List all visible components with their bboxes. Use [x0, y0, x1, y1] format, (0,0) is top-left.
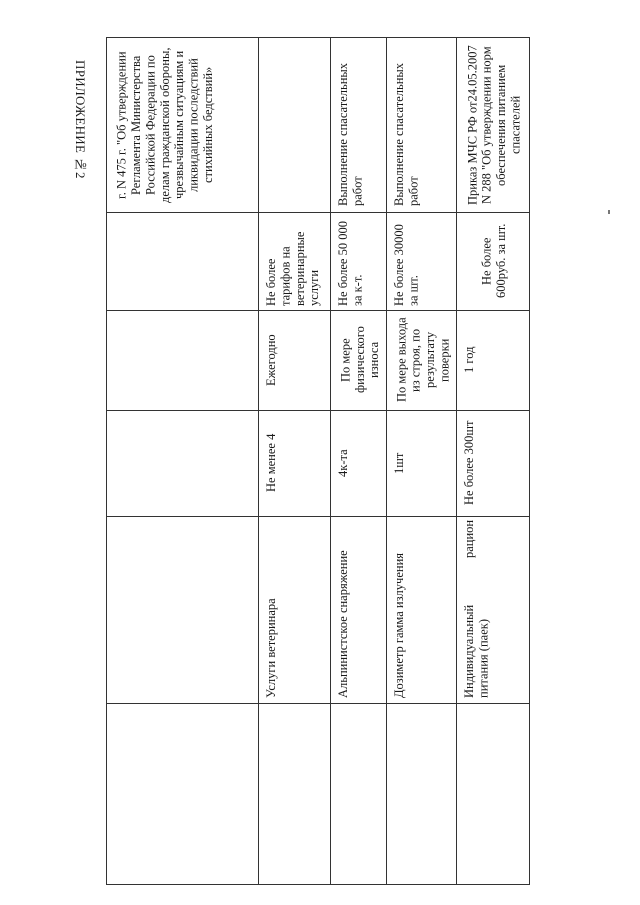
row-4-cost-cell: Не более 30000 за шт.	[392, 224, 421, 306]
row-4-period-cell: По мере выхода из строя, по результату поверки	[394, 317, 452, 403]
row-2-name-cell: Услуги ветеринара	[264, 598, 278, 698]
row-4-basis-cell: Выполнение спасательных работ	[392, 62, 421, 206]
appendix-title: ПРИЛОЖЕНИЕ №2	[73, 59, 88, 179]
row-2-period-cell: Ежегодно	[264, 334, 278, 386]
row-3-basis-cell: Выполнение спасательных работ	[336, 62, 365, 206]
row-5-quantity-cell: Не более 300шт	[462, 420, 476, 506]
column-divider	[106, 703, 530, 704]
row-divider	[258, 37, 259, 885]
row-divider	[386, 37, 387, 885]
row-divider	[330, 37, 331, 885]
row-3-period-cell: По мере физического износа	[338, 326, 382, 394]
row-2-cost-cell: Не более тарифов на ветеринарные услуги	[264, 231, 322, 306]
row-3-cost-cell: Не более 50 000 за к-т.	[336, 221, 365, 306]
row-3-quantity-cell: 4к-та	[336, 449, 350, 477]
row-5-name-line-1	[462, 520, 476, 698]
row-4-name-cell: Дозиметр гамма излучения	[392, 552, 406, 698]
scan-mark	[608, 210, 610, 214]
row-1-basis-cell: г. N 475 г. "Об утверждении Регламента Министерства Российской Федерации по делам гражданской обороны, чрезвычайным ситуациям и ликвидации последствий стихийных бедствий»	[114, 47, 215, 203]
row-2-basis-cell	[262, 40, 328, 210]
row-5-basis-cell: Приказ МЧС РФ от24.05.2007 N 288 "Об утверждении норм обеспечения питанием спасателей	[465, 45, 523, 205]
row-4-quantity-cell: 1шт	[392, 452, 406, 474]
row-divider	[456, 37, 457, 885]
row-5-name-cell	[460, 516, 528, 702]
row-5-cost-cell: Не более 600руб. за шт.	[479, 223, 508, 299]
row-3-name-cell: Альпинистское снаряжение	[336, 550, 350, 698]
row-2-quantity-cell: Не менее 4	[264, 433, 278, 493]
row-5-name-line-2: питания (паек)	[476, 619, 491, 698]
row-5-period-cell: 1 год	[462, 346, 476, 374]
row-5-name-word-right: рацион	[462, 520, 476, 559]
row-5-name-word-left: Индивидуальный	[462, 604, 476, 698]
